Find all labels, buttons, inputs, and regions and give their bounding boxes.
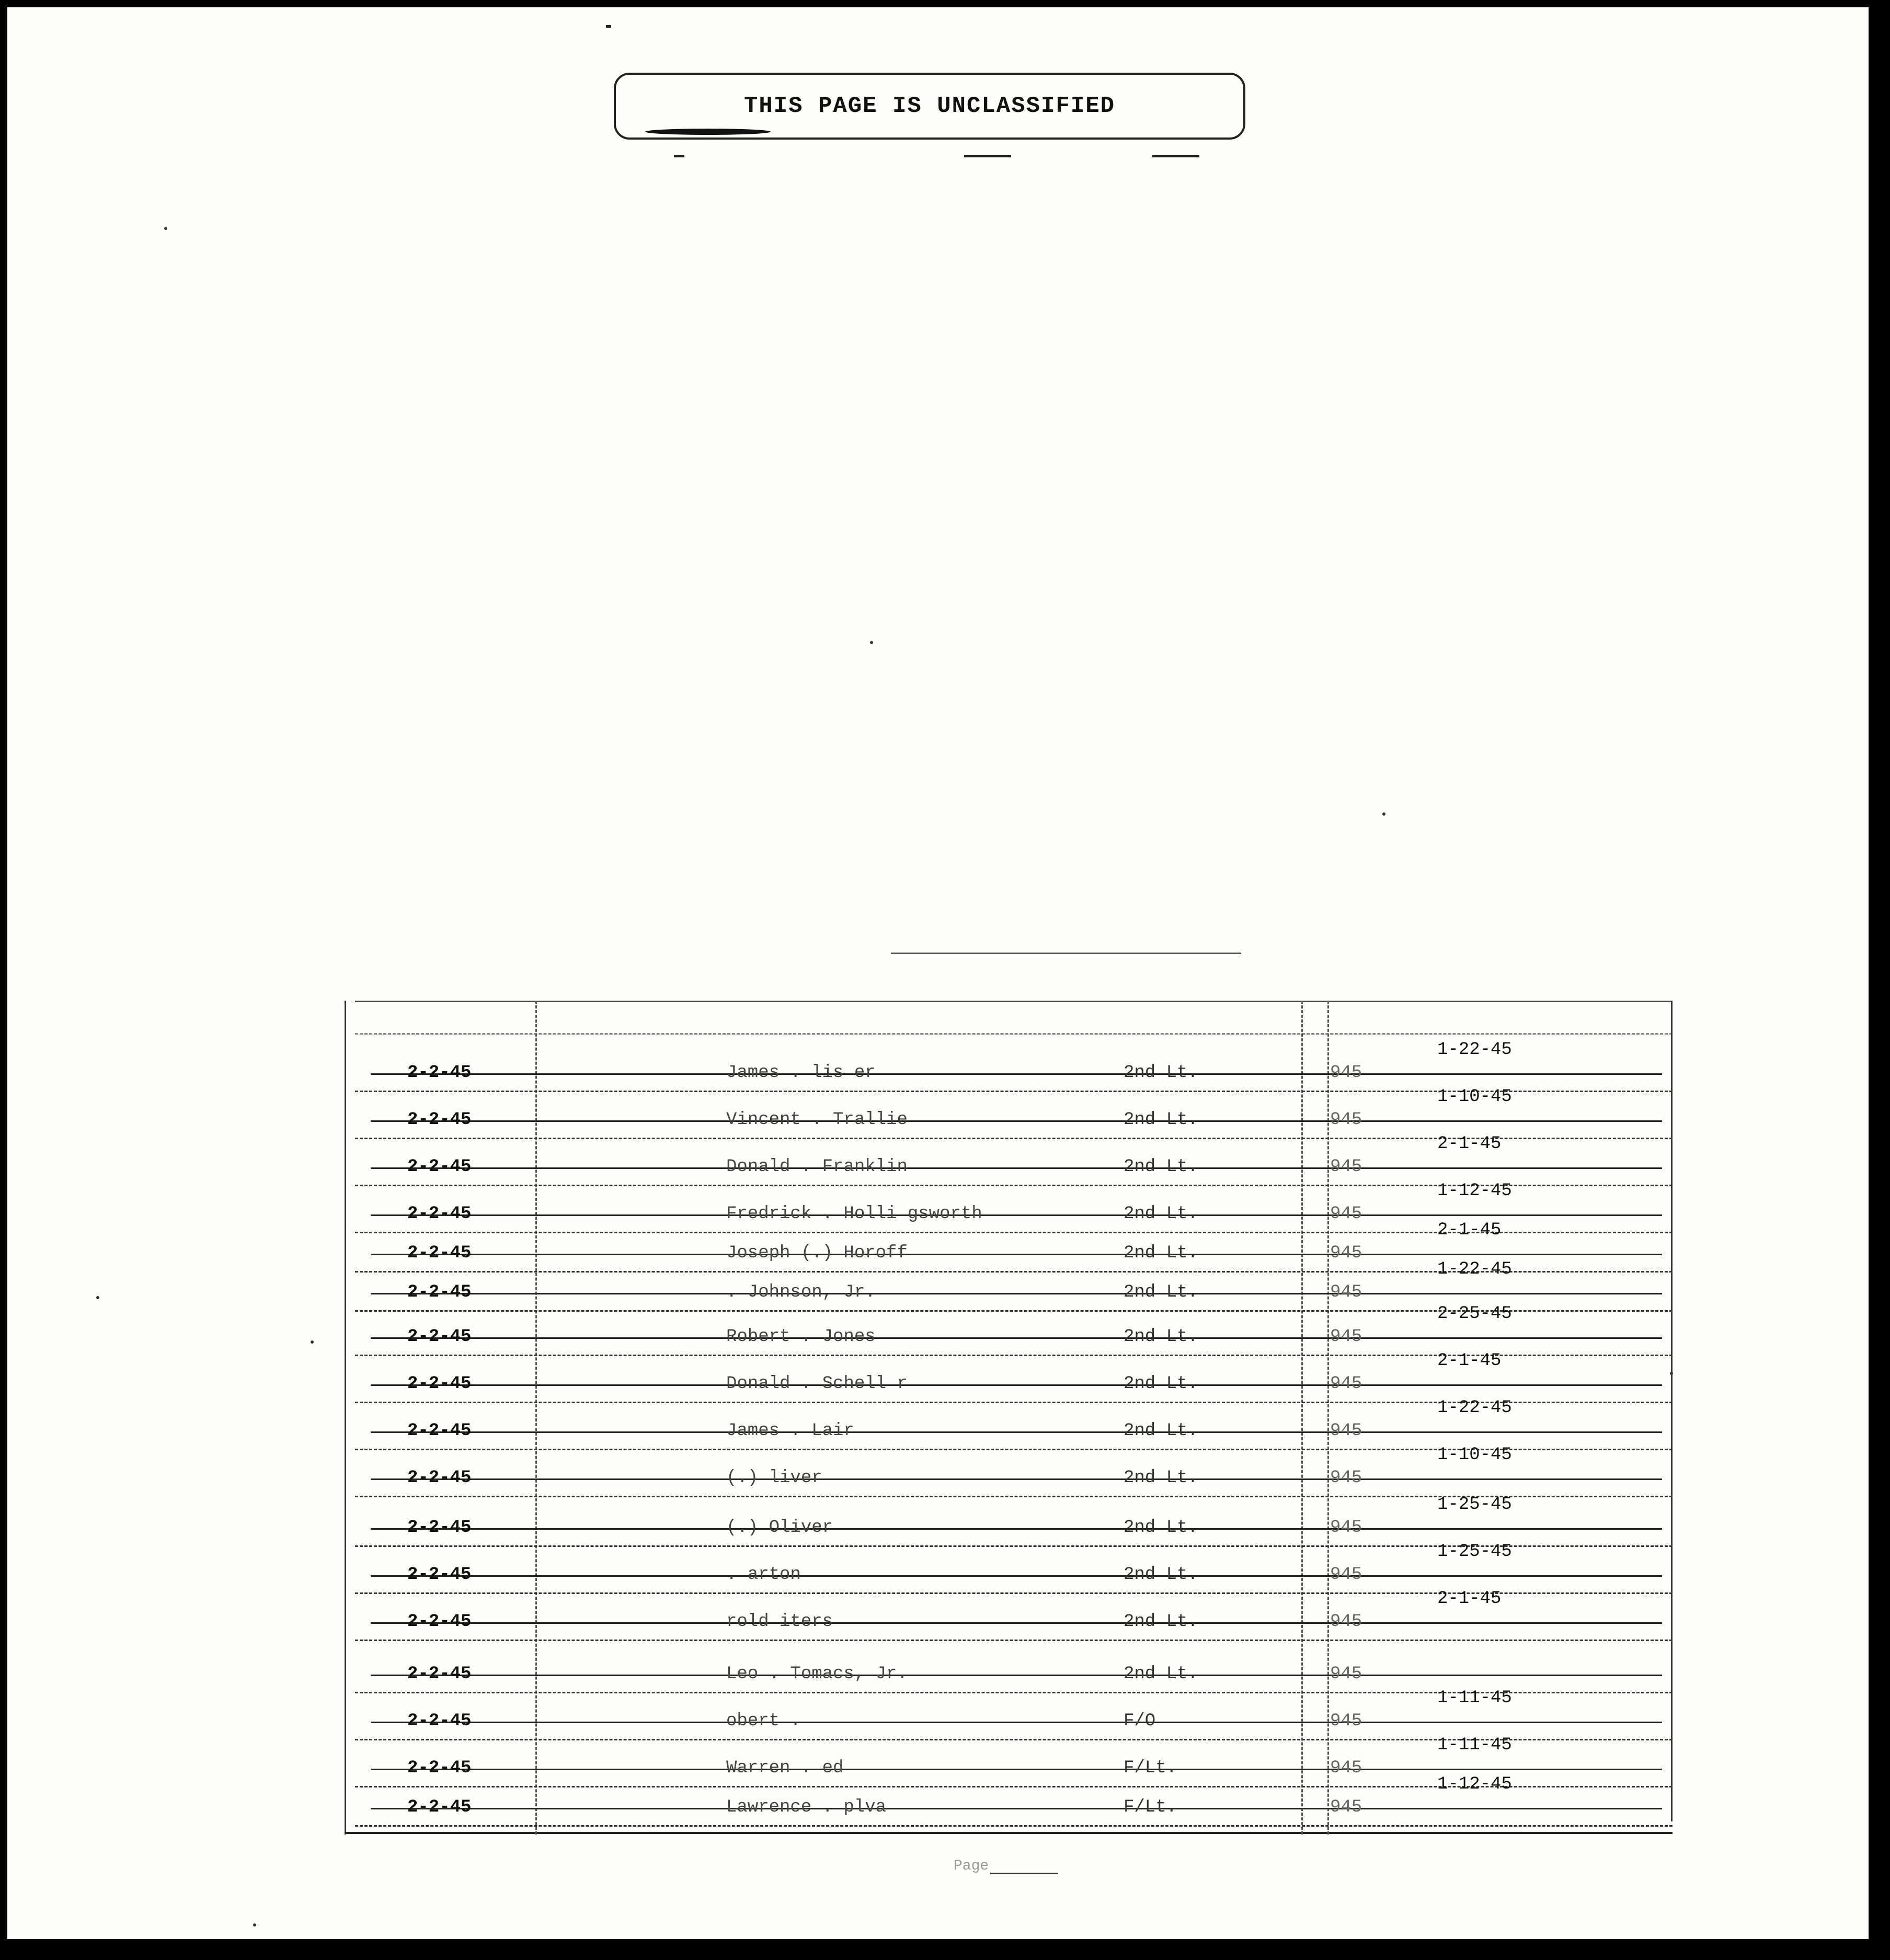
row-name: . Johnson, Jr.	[726, 1282, 876, 1302]
row-squadron: 945	[1330, 1711, 1362, 1731]
row-name: Joseph (.) Horoff	[726, 1243, 908, 1263]
row-updated-date: 1-10-45	[1437, 1445, 1512, 1465]
row-divider	[355, 1640, 1673, 1641]
row-updated-date: 1-11-45	[1437, 1735, 1512, 1755]
row-name: James . Lair	[726, 1421, 854, 1441]
row-date: 2-2-45	[407, 1282, 472, 1302]
row-name: . arton	[726, 1565, 801, 1585]
row-name: James . lis er	[726, 1063, 876, 1083]
row-grade: 2nd Lt.	[1124, 1327, 1198, 1347]
row-squadron: 945	[1330, 1421, 1362, 1441]
banner-smudge	[645, 129, 771, 135]
row-date: 2-2-45	[407, 1421, 472, 1441]
row-date: 2-2-45	[407, 1612, 472, 1632]
row-name: Fredrick . Holli gsworth	[726, 1204, 982, 1224]
strikethrough-line	[371, 1431, 1662, 1433]
row-name: Vincent . Trallie	[726, 1110, 908, 1130]
row-name: rold iters	[726, 1612, 833, 1632]
row-squadron: 945	[1330, 1327, 1362, 1347]
row-grade: 2nd Lt.	[1124, 1282, 1198, 1302]
row-grade: 2nd Lt.	[1124, 1468, 1198, 1488]
row-updated-date: 1-22-45	[1437, 1040, 1512, 1060]
scan-speck	[870, 641, 873, 644]
row-grade: 2nd Lt.	[1124, 1612, 1198, 1632]
row-name: Lawrence . plva	[726, 1797, 887, 1817]
scan-mark	[964, 155, 1011, 157]
row-updated-date: 2-1-45	[1437, 1134, 1502, 1154]
row-date: 2-2-45	[407, 1565, 472, 1585]
row-grade: 2nd Lt.	[1124, 1518, 1198, 1538]
row-date: 2-2-45	[407, 1797, 472, 1817]
page-number-line	[990, 1873, 1058, 1874]
row-squadron: 945	[1330, 1468, 1362, 1488]
row-updated-date: 1-12-45	[1437, 1774, 1512, 1794]
scan-speck	[1382, 812, 1385, 816]
strikethrough-line	[371, 1293, 1662, 1294]
row-squadron: 945	[1330, 1664, 1362, 1684]
row-updated-date: 1-22-45	[1437, 1259, 1512, 1279]
strikethrough-line	[371, 1337, 1662, 1339]
row-squadron: 945	[1330, 1110, 1362, 1130]
strikethrough-line	[371, 1769, 1662, 1770]
row-date: 2-2-45	[407, 1243, 472, 1263]
row-date: 2-2-45	[407, 1518, 472, 1538]
scan-speck	[311, 1340, 314, 1344]
scan-speck	[164, 227, 167, 230]
row-date: 2-2-45	[407, 1110, 472, 1130]
row-squadron: 945	[1330, 1243, 1362, 1263]
row-name: (.) Oliver	[726, 1518, 833, 1538]
row-date: 2-2-45	[407, 1374, 472, 1394]
row-updated-date: 1-25-45	[1437, 1495, 1512, 1515]
row-name: obert .	[726, 1711, 801, 1731]
row-updated-date: 1-11-45	[1437, 1688, 1512, 1708]
row-date: 2-2-45	[407, 1204, 472, 1224]
strikethrough-line	[371, 1478, 1662, 1480]
scan-mark	[674, 155, 684, 157]
row-squadron: 945	[1330, 1758, 1362, 1778]
row-date: 2-2-45	[407, 1327, 472, 1347]
banner-text: THIS PAGE IS UNCLASSIFIED	[743, 93, 1116, 119]
strikethrough-line	[371, 1808, 1662, 1809]
row-date: 2-2-45	[407, 1664, 472, 1684]
strikethrough-line	[371, 1214, 1662, 1216]
table-row	[345, 1589, 1673, 1641]
scan-speck	[96, 1296, 99, 1299]
table-header-divider	[355, 1033, 1673, 1036]
strikethrough-line	[371, 1575, 1662, 1577]
table-bottom-border	[345, 1832, 1673, 1834]
strikethrough-line	[371, 1622, 1662, 1624]
strikethrough-line	[371, 1384, 1662, 1386]
strikethrough-line	[371, 1528, 1662, 1530]
row-updated-date: 1-25-45	[1437, 1542, 1512, 1562]
scan-mark	[606, 25, 611, 28]
page-label: Page	[954, 1858, 989, 1874]
row-name: Donald . Schell r	[726, 1374, 908, 1394]
row-grade: F/O	[1124, 1711, 1156, 1731]
document-page	[7, 7, 1869, 1939]
row-grade: 2nd Lt.	[1124, 1374, 1198, 1394]
row-date: 2-2-45	[407, 1711, 472, 1731]
row-squadron: 945	[1330, 1518, 1362, 1538]
row-date: 2-2-45	[407, 1063, 472, 1083]
row-updated-date: 2-1-45	[1437, 1351, 1502, 1371]
row-name: Warren . ed	[726, 1758, 844, 1778]
row-name: Donald . Franklin	[726, 1157, 908, 1177]
table-row	[345, 1774, 1673, 1827]
strikethrough-line	[371, 1167, 1662, 1169]
row-grade: 2nd Lt.	[1124, 1565, 1198, 1585]
row-squadron: 945	[1330, 1612, 1362, 1632]
row-updated-date: 1-10-45	[1437, 1087, 1512, 1107]
strikethrough-line	[371, 1073, 1662, 1075]
row-grade: 2nd Lt.	[1124, 1204, 1198, 1224]
subtitle-underline	[891, 953, 1241, 954]
row-grade: 2nd Lt.	[1124, 1421, 1198, 1441]
row-date: 2-2-45	[407, 1468, 472, 1488]
row-squadron: 945	[1330, 1282, 1362, 1302]
row-squadron: 945	[1330, 1374, 1362, 1394]
row-date: 2-2-45	[407, 1157, 472, 1177]
row-date: 2-2-45	[407, 1758, 472, 1778]
roster-table	[345, 1001, 1673, 1835]
row-divider	[355, 1825, 1673, 1827]
row-name: (.) liver	[726, 1468, 822, 1488]
row-squadron: 945	[1330, 1157, 1362, 1177]
row-squadron: 945	[1330, 1565, 1362, 1585]
row-name: Robert . Jones	[726, 1327, 876, 1347]
scan-mark	[1152, 155, 1199, 157]
row-updated-date: 1-12-45	[1437, 1181, 1512, 1201]
table-top-border	[355, 1001, 1673, 1002]
row-squadron: 945	[1330, 1204, 1362, 1224]
row-grade: 2nd Lt.	[1124, 1243, 1198, 1263]
row-updated-date: 2-1-45	[1437, 1220, 1502, 1240]
row-updated-date: 2-25-45	[1437, 1304, 1512, 1324]
row-grade: F/Lt.	[1124, 1758, 1177, 1778]
strikethrough-line	[371, 1120, 1662, 1122]
row-squadron: 945	[1330, 1063, 1362, 1083]
strikethrough-line	[371, 1722, 1662, 1723]
strikethrough-line	[371, 1675, 1662, 1676]
table-row	[345, 1445, 1673, 1497]
row-updated-date: 1-22-45	[1437, 1398, 1512, 1418]
scan-speck	[253, 1923, 256, 1927]
row-squadron: 945	[1330, 1797, 1362, 1817]
row-grade: 2nd Lt.	[1124, 1063, 1198, 1083]
strikethrough-line	[371, 1254, 1662, 1255]
row-grade: 2nd Lt.	[1124, 1664, 1198, 1684]
row-grade: F/Lt.	[1124, 1797, 1177, 1817]
row-name: Leo . Tomacs, Jr.	[726, 1664, 908, 1684]
row-grade: 2nd Lt.	[1124, 1110, 1198, 1130]
row-updated-date: 2-1-45	[1437, 1589, 1502, 1609]
row-grade: 2nd Lt.	[1124, 1157, 1198, 1177]
